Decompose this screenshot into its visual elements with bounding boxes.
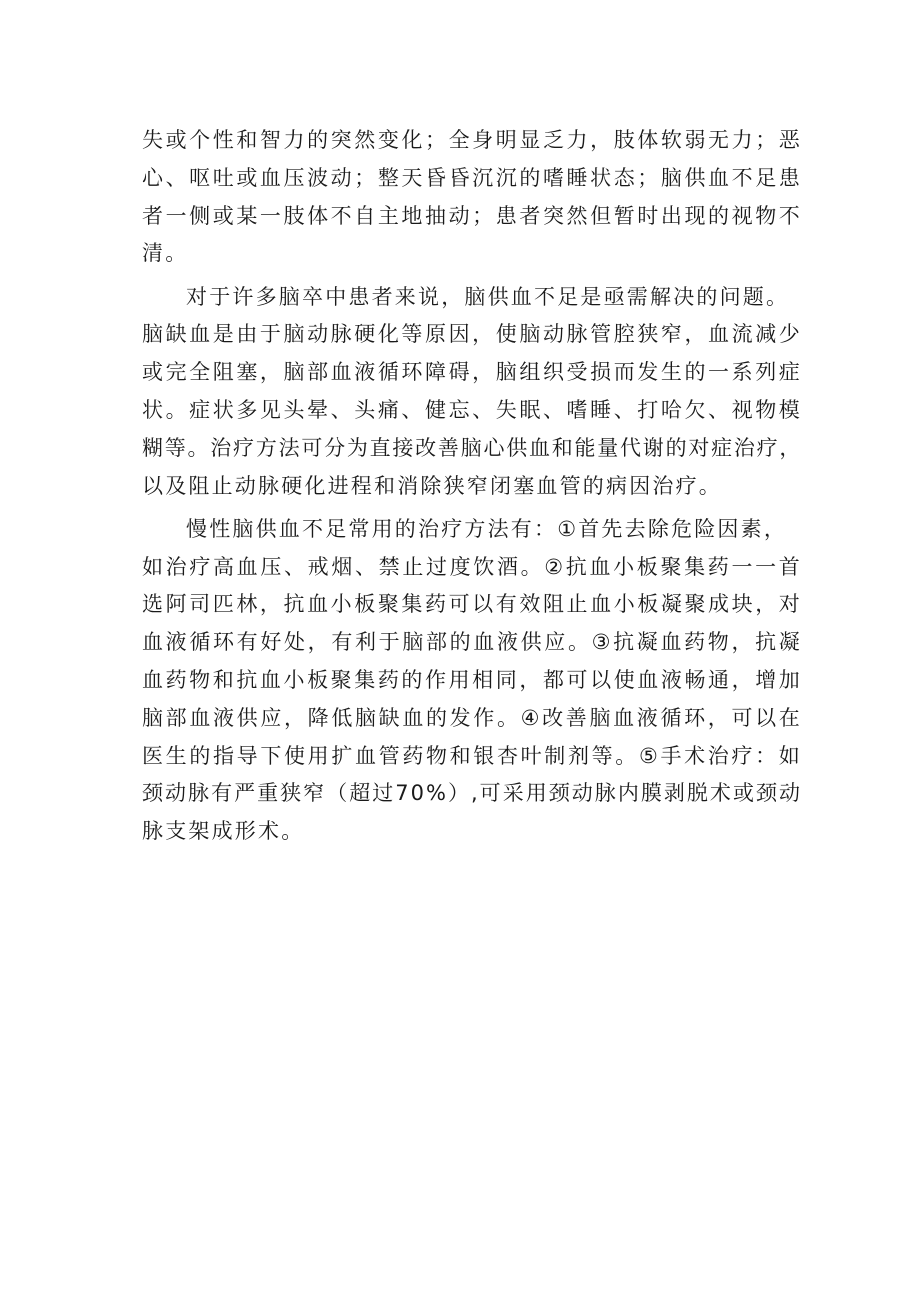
text-line: 对于许多脑卒中患者来说，脑供血不足是亟需解决的问题。 (186, 284, 790, 309)
paragraph-symptoms (142, 122, 802, 273)
text-line: 慢性脑供血不足常用的治疗方法有：①首先去除危险因素， (186, 516, 788, 541)
text-line: 或完全阻塞，脑部血液循环障碍，脑组织受损而发生的一系列症 (142, 360, 802, 385)
text-line: 清。 (142, 241, 189, 266)
text-line: 选阿司匹林，抗血小板聚集药可以有效阻止血小板凝聚成块，对 (142, 592, 802, 617)
text-line: 者一侧或某一肢体不自主地抽动；患者突然但暂时出现的视物不 (142, 203, 802, 228)
text-line: 状。症状多见头晕、头痛、健忘、失眠、嗜睡、打哈欠、视物模 (142, 397, 802, 422)
text-line: 脑缺血是由于脑动脉硬化等原因，使脑动脉管腔狭窄，血流减少 (142, 322, 802, 347)
text-line: 如治疗高血压、戒烟、禁止过度饮酒。②抗血小板聚集药一一首 (142, 554, 802, 579)
text-line: 失或个性和智力的突然变化；全身明显乏力，肢体软弱无力；恶 (142, 128, 802, 152)
text-line: 颈动脉有严重狭窄（超过70%）,可采用颈动脉内膜剥脱术或颈动 (142, 781, 802, 806)
text-line: 以及阻止动脉硬化进程和消除狭窄闭塞血管的病因治疗。 (142, 473, 722, 498)
text-line: 血液循环有好处，有利于脑部的血液供应。③抗凝血药物，抗凝 (142, 630, 802, 655)
text-line: 脑部血液供应，降低脑缺血的发作。④改善脑血液循环，可以在 (142, 705, 802, 730)
paragraph-ischemia (142, 279, 802, 506)
text-line: 糊等。治疗方法可分为直接改善脑心供血和能量代谢的对症治疗， (142, 435, 802, 460)
text-line: 医生的指导下使用扩血管药物和银杏叶制剂等。⑤手术治疗：如 (142, 743, 802, 768)
body-text (142, 122, 802, 856)
text-line: 脉支架成形术。 (142, 819, 305, 844)
paragraph-treatment (142, 511, 802, 851)
text-line: 心、呕吐或血压波动；整天昏昏沉沉的嗜睡状态；脑供血不足患 (142, 165, 802, 190)
text-line: 血药物和抗血小板聚集药的作用相同，都可以使血液畅通，增加 (142, 667, 802, 692)
